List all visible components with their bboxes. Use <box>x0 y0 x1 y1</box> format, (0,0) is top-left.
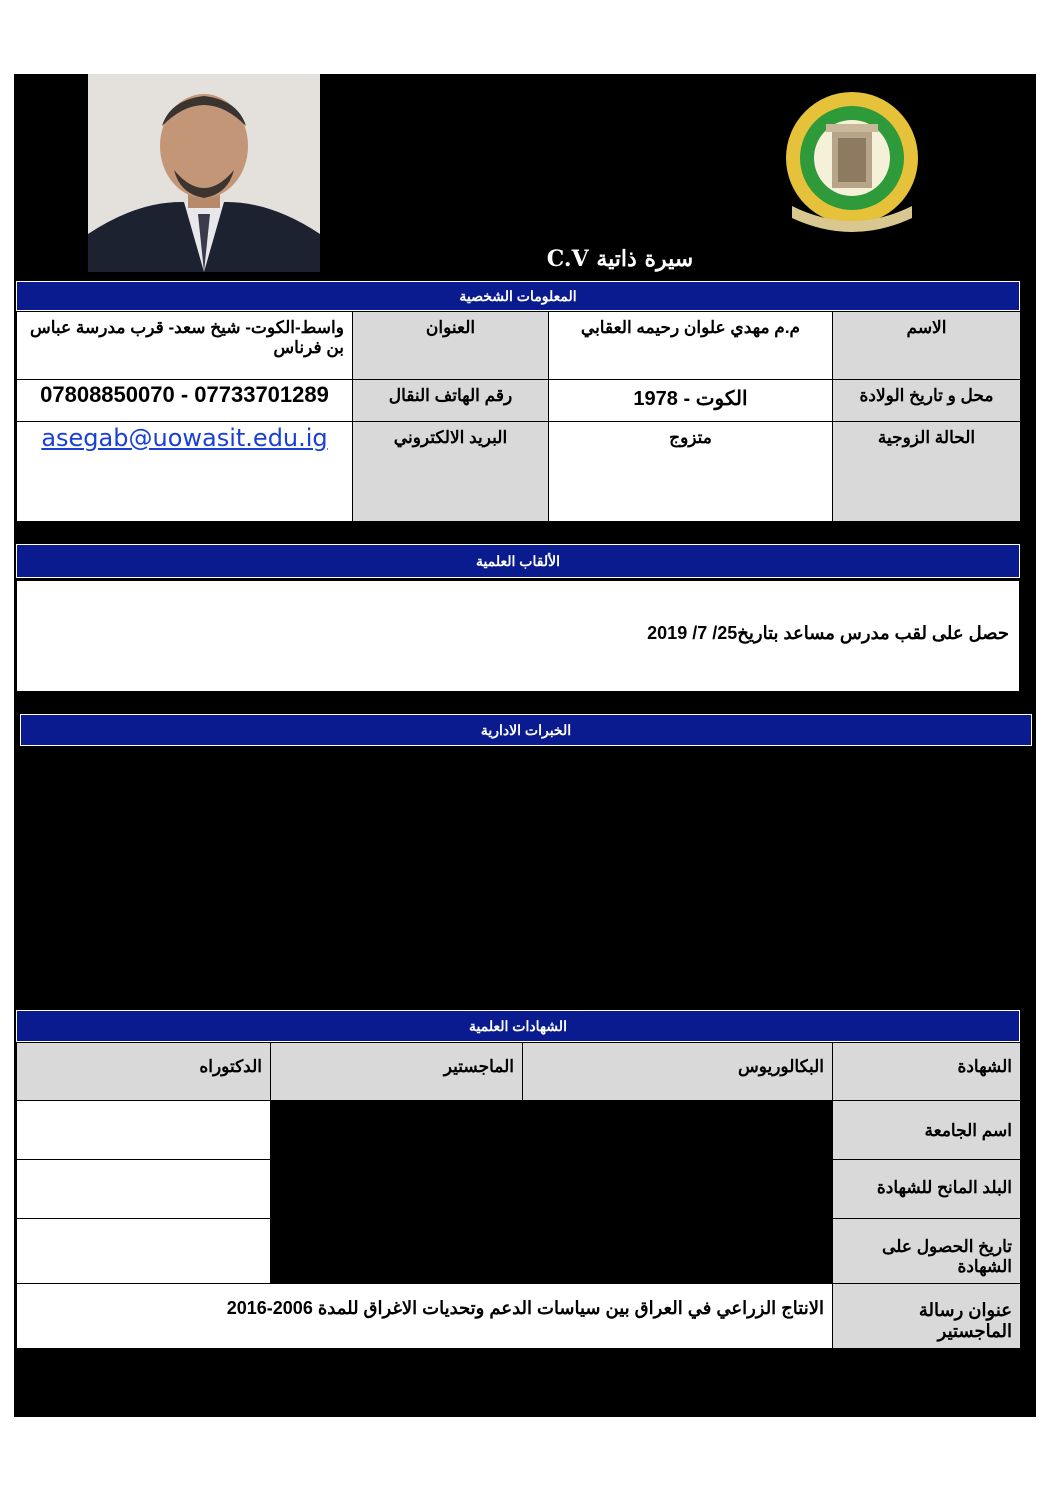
phd-country-cell <box>17 1160 271 1219</box>
marital-value: متزوج <box>549 422 833 522</box>
date-label: تاريخ الحصول على الشهادة <box>833 1219 1021 1284</box>
section-personal-info: المعلومات الشخصية <box>16 281 1020 311</box>
birth-label: محل و تاريخ الولادة <box>833 380 1021 422</box>
bachelor-university-cell <box>523 1101 833 1160</box>
table-row <box>17 1160 1021 1219</box>
name-label: الاسم <box>833 312 1021 380</box>
degrees-table <box>16 1042 1021 1349</box>
academic-titles-box <box>16 580 1020 692</box>
section-degrees: الشهادات العلمية <box>16 1010 1020 1042</box>
bachelor-country-cell <box>523 1160 833 1219</box>
birth-value: الكوت - 1978 <box>549 380 833 422</box>
master-university-cell <box>271 1101 523 1160</box>
table-row <box>17 312 1021 380</box>
country-label: البلد المانح للشهادة <box>833 1160 1021 1219</box>
profile-photo <box>88 74 320 272</box>
address-label: العنوان <box>353 312 549 380</box>
section-academic-titles: الألقاب العلمية <box>16 544 1020 578</box>
bachelor-header: البكالوريوس <box>523 1043 833 1101</box>
name-value: م.م مهدي علوان رحيمه العقابي <box>549 312 833 380</box>
university-logo <box>782 86 922 246</box>
table-row <box>17 1284 1021 1349</box>
master-date-cell <box>271 1219 523 1284</box>
marital-label: الحالة الزوجية <box>833 422 1021 522</box>
table-row <box>17 422 1021 522</box>
phone-label: رقم الهاتف النقال <box>353 380 549 422</box>
cv-title: سيرة ذاتية C.V <box>546 246 694 272</box>
university-label: اسم الجامعة <box>833 1101 1021 1160</box>
thesis-label: عنوان رسالة الماجستير <box>833 1284 1021 1349</box>
table-row <box>17 1101 1021 1160</box>
phone-value: 07808850070 - 07733701289 <box>40 382 329 407</box>
phd-university-cell <box>17 1101 271 1160</box>
degree-header-label: الشهادة <box>833 1043 1021 1101</box>
master-header: الماجستير <box>271 1043 523 1101</box>
address-value: واسط-الكوت- شيخ سعد- قرب مدرسة عباس بن فرناس <box>17 312 353 380</box>
section-admin-experience: الخبرات الادارية <box>20 714 1032 746</box>
phd-header: الدكتوراه <box>17 1043 271 1101</box>
master-country-cell <box>271 1160 523 1219</box>
email-label: البريد الالكتروني <box>353 422 549 522</box>
personal-info-table <box>16 311 1021 522</box>
table-row <box>17 380 1021 422</box>
phd-date-cell <box>17 1219 271 1284</box>
table-row <box>17 1043 1021 1101</box>
email-link[interactable]: asegab@uowasit.edu.ig <box>41 424 328 452</box>
thesis-value: الانتاج الزراعي في العراق بين سياسات الدعم وتحديات الاغراق للمدة 2006-2016 <box>17 1284 833 1349</box>
table-row <box>17 1219 1021 1284</box>
bachelor-date-cell <box>523 1219 833 1284</box>
academic-title-text: حصل على لقب مدرس مساعد بتاريخ25/ 7/ 2019 <box>647 623 1009 643</box>
